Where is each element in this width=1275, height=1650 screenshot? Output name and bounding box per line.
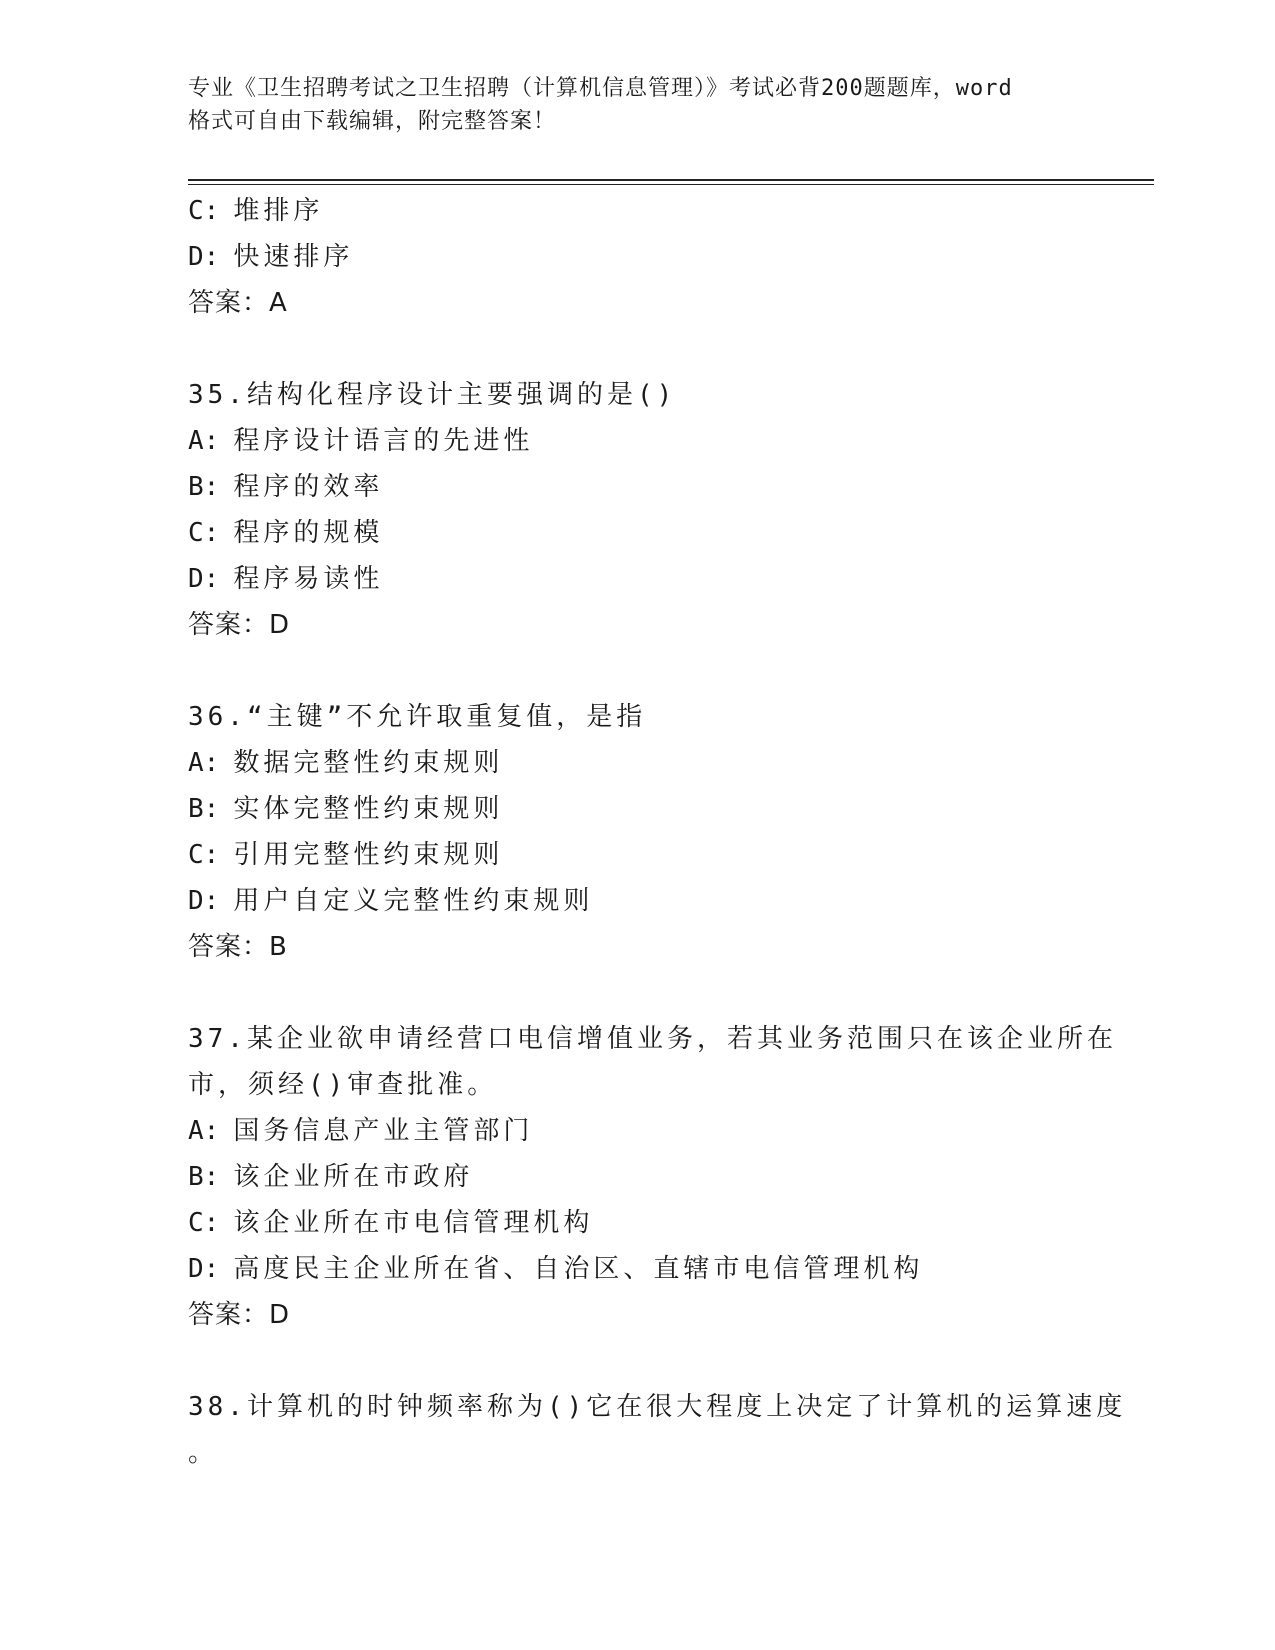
question-stem-line-2: 市，须经()审查批准。 [188, 1070, 498, 1100]
page-header [188, 72, 1088, 138]
option-c: C: 堆排序 [188, 196, 324, 226]
option-a: A: 数据完整性约束规则 [188, 748, 504, 778]
option-c: C: 程序的规模 [188, 518, 384, 548]
option-a: A: 国务信息产业主管部门 [188, 1116, 534, 1146]
answer-label: 答案：D [188, 1300, 291, 1330]
option-d: D: 用户自定义完整性约束规则 [188, 886, 594, 916]
option-b: B: 实体完整性约束规则 [188, 794, 504, 824]
question-list [188, 188, 1127, 1476]
question-stem-line-1: 38.计算机的时钟频率称为()它在很大程度上决定了计算机的运算速度 [188, 1392, 1127, 1422]
option-b: B: 程序的效率 [188, 472, 384, 502]
answer-label: 答案：B [188, 932, 288, 962]
option-c: C: 引用完整性约束规则 [188, 840, 504, 870]
option-c: C: 该企业所在市电信管理机构 [188, 1208, 594, 1238]
header-rule-thick [188, 179, 1154, 181]
header-line-1: 专业《卫生招聘考试之卫生招聘（计算机信息管理）》考试必背200题题库，word [188, 76, 1013, 101]
header-line-2: 格式可自由下载编辑，附完整答案！ [188, 109, 557, 134]
spacer [188, 1338, 1088, 1384]
header-rule-thin [188, 184, 1154, 185]
question-stem-line-2: 。 [188, 1438, 219, 1468]
spacer [188, 970, 1088, 1016]
option-d: D: 快速排序 [188, 242, 354, 272]
option-b: B: 该企业所在市政府 [188, 1162, 474, 1192]
spacer [188, 326, 1088, 372]
answer-label: 答案：D [188, 610, 291, 640]
question-stem: 35.结构化程序设计主要强调的是() [188, 380, 677, 410]
option-d: D: 程序易读性 [188, 564, 384, 594]
option-d: D: 高度民主企业所在省、自治区、直辖市电信管理机构 [188, 1254, 924, 1284]
option-a: A: 程序设计语言的先进性 [188, 426, 534, 456]
spacer [188, 648, 1088, 694]
question-stem-line-1: 37.某企业欲申请经营口电信增值业务，若其业务范围只在该企业所在 [188, 1024, 1117, 1054]
question-stem: 36.“主键”不允许取重复值，是指 [188, 702, 647, 732]
answer-label: 答案：A [188, 288, 288, 318]
